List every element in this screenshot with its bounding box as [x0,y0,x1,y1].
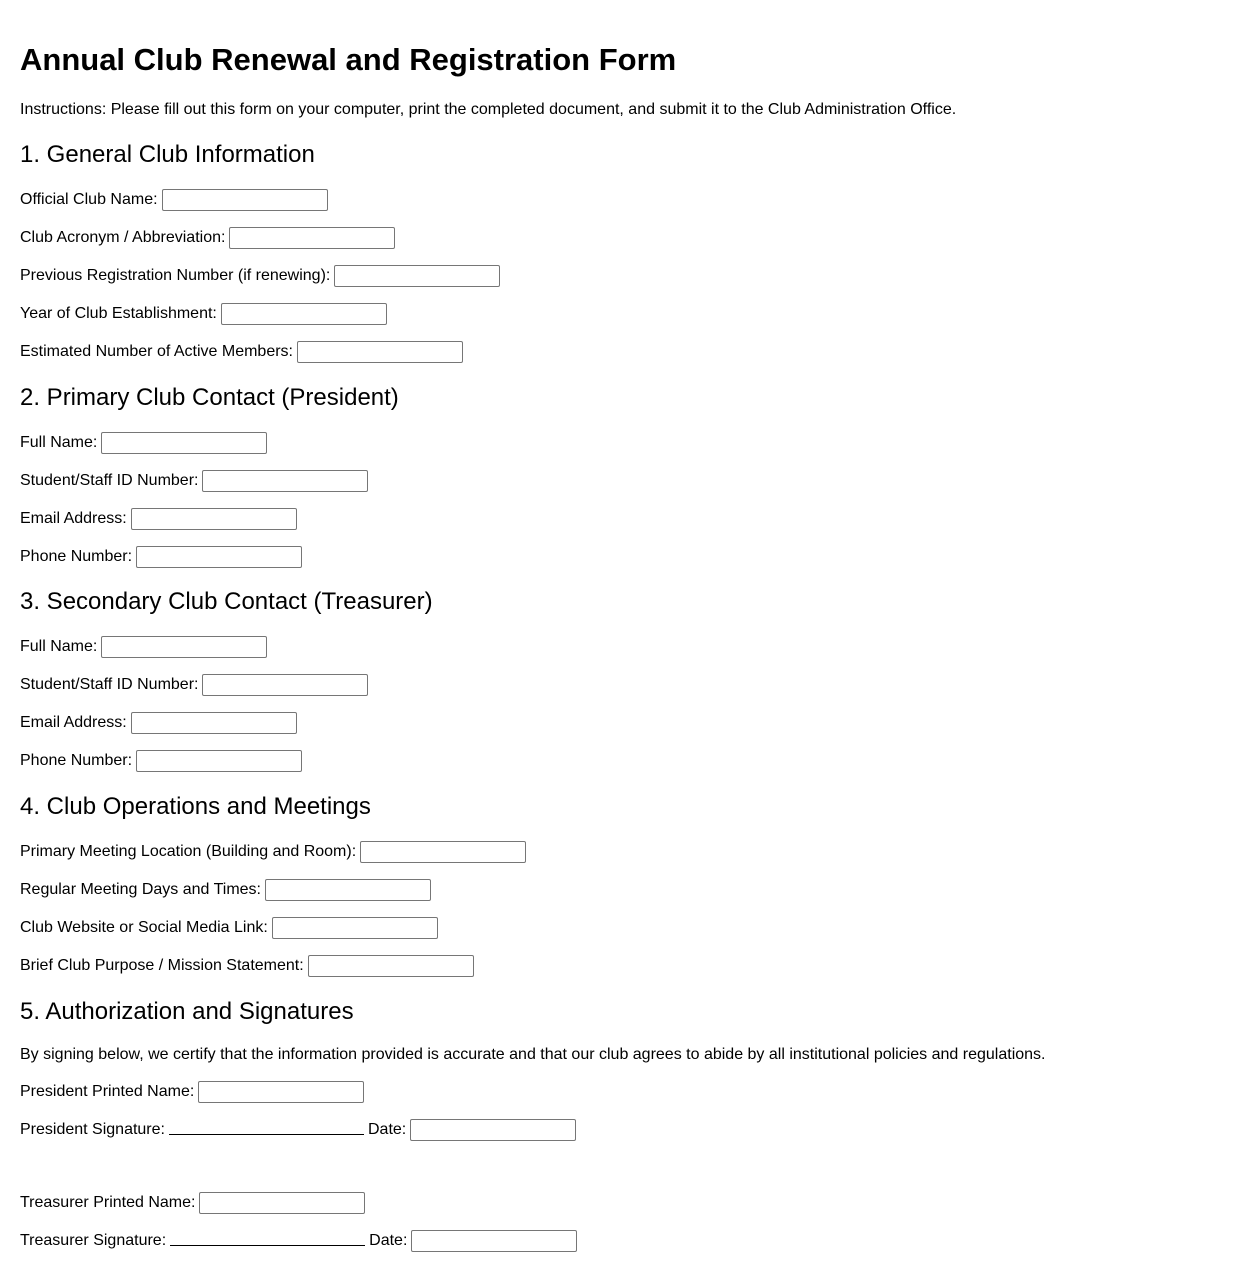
field-label: Email Address: [20,510,127,527]
field-label: Student/Staff ID Number: [20,676,199,693]
section-heading-secondary-contact: 3. Secondary Club Contact (Treasurer) [20,588,433,615]
page-title: Annual Club Renewal and Registration Form [20,42,677,77]
field-row-treasurer-id-number [20,674,368,696]
mission-statement-input[interactable] [308,955,474,977]
field-row-club-acronym [20,227,395,249]
field-label: Brief Club Purpose / Mission Statement: [20,957,304,974]
field-label: Phone Number: [20,548,133,565]
section-heading-operations: 4. Club Operations and Meetings [20,793,371,820]
field-row-mission-statement [20,955,474,977]
field-row-year-of-establishment [20,303,387,325]
field-row-website-link [20,917,438,939]
president-full-name-input[interactable] [101,432,267,454]
field-row-treasurer-phone [20,750,302,772]
field-row-president-printed-name [20,1081,364,1103]
field-row-treasurer-signature [20,1230,577,1252]
previous-registration-number-input[interactable] [334,265,500,287]
field-row-treasurer-full-name [20,636,267,658]
field-row-treasurer-email [20,712,297,734]
treasurer-printed-name-input[interactable] [199,1192,365,1214]
active-members-input[interactable] [297,341,463,363]
field-row-meeting-location [20,841,526,863]
treasurer-id-number-input[interactable] [202,674,368,696]
treasurer-full-name-input[interactable] [101,636,267,658]
president-printed-name-input[interactable] [198,1081,364,1103]
field-label: Year of Club Establishment: [20,305,217,322]
section-heading-authorization: 5. Authorization and Signatures [20,998,354,1025]
field-label: Treasurer Printed Name: [20,1194,196,1211]
field-label: Club Acronym / Abbreviation: [20,229,226,246]
field-label: Full Name: [20,434,98,451]
field-label: President Signature: [20,1121,165,1138]
section-heading-primary-contact: 2. Primary Club Contact (President) [20,384,399,411]
treasurer-email-input[interactable] [131,712,297,734]
president-email-input[interactable] [131,508,297,530]
field-row-president-email [20,508,297,530]
field-row-treasurer-printed-name [20,1192,365,1214]
field-label: Phone Number: [20,752,133,769]
president-signature-date-input[interactable] [410,1119,576,1141]
president-phone-input[interactable] [136,546,302,568]
field-label: Official Club Name: [20,191,158,208]
section-heading-general-info: 1. General Club Information [20,141,315,168]
year-of-establishment-input[interactable] [221,303,387,325]
field-label: Treasurer Signature: [20,1232,167,1249]
field-row-president-full-name [20,432,267,454]
treasurer-signature-date-input[interactable] [411,1230,577,1252]
meeting-days-times-input[interactable] [265,879,431,901]
president-id-number-input[interactable] [202,470,368,492]
official-club-name-input[interactable] [162,189,328,211]
date-label: Date: [367,1121,407,1138]
field-row-president-signature [20,1119,576,1141]
field-label: Primary Meeting Location (Building and Room): [20,843,357,860]
field-row-meeting-days-times [20,879,431,901]
website-link-input[interactable] [272,917,438,939]
field-label: President Printed Name: [20,1083,195,1100]
certification-statement: By signing below, we certify that the information provided is accurate and that our club agrees to abide by all institutional policies and regulations. [20,1046,1046,1063]
meeting-location-input[interactable] [360,841,526,863]
club-acronym-input[interactable] [229,227,395,249]
field-row-active-members [20,341,463,363]
field-label: Regular Meeting Days and Times: [20,881,261,898]
field-row-official-club-name [20,189,328,211]
president-signature-line [169,1119,364,1135]
date-label: Date: [369,1232,408,1249]
field-label: Student/Staff ID Number: [20,472,199,489]
field-row-previous-registration-number [20,265,500,287]
treasurer-signature-line [170,1230,365,1246]
field-row-president-phone [20,546,302,568]
instructions-text: Instructions: Please fill out this form on your computer, print the completed document, and submit it to the Club Administration Office. [20,101,957,118]
field-label: Full Name: [20,638,98,655]
field-label: Email Address: [20,714,127,731]
field-label: Club Website or Social Media Link: [20,919,268,936]
treasurer-phone-input[interactable] [136,750,302,772]
field-label: Previous Registration Number (if renewing): [20,267,331,284]
field-label: Estimated Number of Active Members: [20,343,293,360]
field-row-president-id-number [20,470,368,492]
